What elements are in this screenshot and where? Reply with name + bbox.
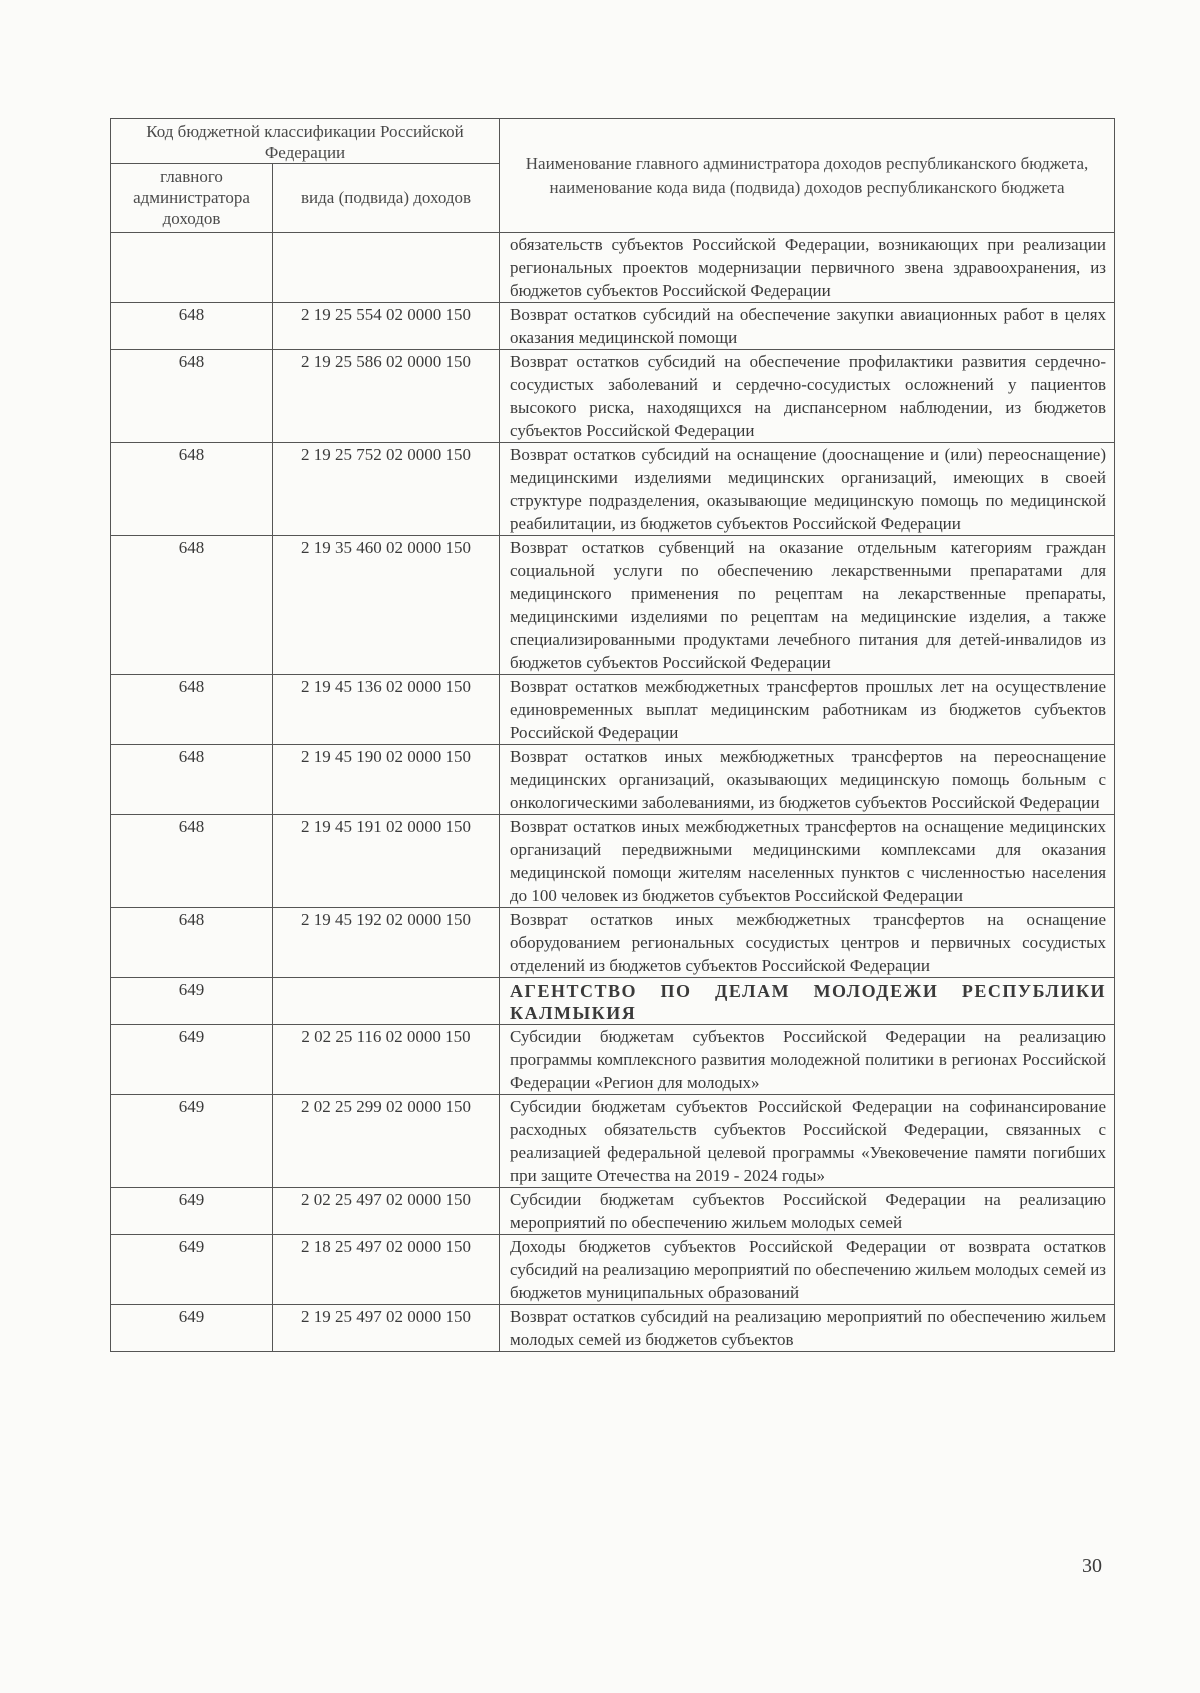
income-code-cell: 2 02 25 497 02 0000 150 bbox=[273, 1188, 500, 1235]
table-row bbox=[111, 908, 1115, 978]
table-row bbox=[111, 1095, 1115, 1188]
admin-code-cell: 648 bbox=[111, 908, 273, 978]
income-name-cell: Возврат остатков иных межбюджетных трансфертов на оснащение оборудованием региональных сосудистых центров и первичных сосудистых отделений из бюджетов субъектов Российской Федерации bbox=[500, 908, 1115, 978]
income-name-cell: Возврат остатков субсидий на обеспечение профилактики развития сердечно-сосудистых заболеваний и сердечно-сосудистых осложнений у пациентов высокого риска, находящихся на диспансерном наблюдении, из бюджетов субъектов Российской Федерации bbox=[500, 350, 1115, 443]
income-code-cell: 2 19 25 554 02 0000 150 bbox=[273, 303, 500, 350]
type-column-header: вида (подвида) доходов bbox=[273, 164, 500, 233]
name-column-header: Наименование главного администратора доходов республиканского бюджета, наименование кода вида (подвида) доходов республиканского бюджета bbox=[500, 119, 1115, 233]
admin-code-cell: 649 bbox=[111, 1235, 273, 1305]
income-code-cell bbox=[273, 978, 500, 1025]
income-code-cell bbox=[273, 233, 500, 303]
income-name-cell: Возврат остатков субсидий на реализацию мероприятий по обеспечению жильем молодых семей из бюджетов субъектов bbox=[500, 1305, 1115, 1352]
table-body bbox=[111, 233, 1115, 1352]
table-row bbox=[111, 745, 1115, 815]
kbk-group-header: Код бюджетной классификации Российской Федерации bbox=[111, 119, 500, 164]
admin-code-cell: 648 bbox=[111, 675, 273, 745]
income-name-cell: Возврат остатков субвенций на оказание отдельным категориям граждан социальной услуги по обеспечению лекарственными препаратами для медицинского применения по рецептам на лекарственные препараты, медицинскими изделиями по рецептам на медицинские изделия, а также специализированными продуктами лечебного питания для детей-инвалидов из бюджетов субъектов Российской Федерации bbox=[500, 536, 1115, 675]
table-row bbox=[111, 1188, 1115, 1235]
income-code-cell: 2 19 45 190 02 0000 150 bbox=[273, 745, 500, 815]
admin-code-cell: 649 bbox=[111, 1025, 273, 1095]
income-name-cell: Доходы бюджетов субъектов Российской Федерации от возврата остатков субсидий на реализацию мероприятий по обеспечению жильем молодых семей из бюджетов муниципальных образований bbox=[500, 1235, 1115, 1305]
budget-classification-table bbox=[110, 118, 1115, 1352]
income-name-cell: Субсидии бюджетам субъектов Российской Федерации на софинансирование расходных обязательств субъектов Российской Федерации, связанных с реализацией федеральной целевой программы «Увековечение памяти погибших при защите Отечества на 2019 - 2024 годы» bbox=[500, 1095, 1115, 1188]
table-row bbox=[111, 303, 1115, 350]
table-row bbox=[111, 675, 1115, 745]
page-number: 30 bbox=[1082, 1555, 1102, 1577]
income-name-cell: Возврат остатков субсидий на оснащение (дооснащение и (или) переоснащение) медицинскими изделиями медицинских организаций, имеющих в своей структуре подразделения, оказывающие медицинскую помощь по медицинской реабилитации, из бюджетов субъектов Российской Федерации bbox=[500, 443, 1115, 536]
header-row-group bbox=[111, 119, 1115, 164]
admin-code-cell: 648 bbox=[111, 536, 273, 675]
income-code-cell: 2 19 45 192 02 0000 150 bbox=[273, 908, 500, 978]
table-row bbox=[111, 350, 1115, 443]
income-code-cell: 2 19 35 460 02 0000 150 bbox=[273, 536, 500, 675]
income-code-cell: 2 18 25 497 02 0000 150 bbox=[273, 1235, 500, 1305]
income-code-cell: 2 02 25 299 02 0000 150 bbox=[273, 1095, 500, 1188]
income-name-cell: Возврат остатков межбюджетных трансфертов прошлых лет на осуществление единовременных выплат медицинским работникам из бюджетов субъектов Российской Федерации bbox=[500, 675, 1115, 745]
admin-code-cell: 648 bbox=[111, 350, 273, 443]
admin-code-cell: 648 bbox=[111, 815, 273, 908]
admin-code-cell: 649 bbox=[111, 1095, 273, 1188]
table-row bbox=[111, 1235, 1115, 1305]
admin-code-cell: 649 bbox=[111, 1188, 273, 1235]
income-code-cell: 2 19 25 752 02 0000 150 bbox=[273, 443, 500, 536]
table-row bbox=[111, 536, 1115, 675]
admin-code-cell: 649 bbox=[111, 978, 273, 1025]
income-code-cell: 2 19 45 136 02 0000 150 bbox=[273, 675, 500, 745]
admin-code-cell: 649 bbox=[111, 1305, 273, 1352]
admin-code-cell: 648 bbox=[111, 443, 273, 536]
income-name-cell: Субсидии бюджетам субъектов Российской Федерации на реализацию программы комплексного развития молодежной политики в регионах Российской Федерации «Регион для молодых» bbox=[500, 1025, 1115, 1095]
admin-code-cell: 648 bbox=[111, 303, 273, 350]
income-code-cell: 2 19 25 497 02 0000 150 bbox=[273, 1305, 500, 1352]
table-row bbox=[111, 233, 1115, 303]
admin-code-cell: 648 bbox=[111, 745, 273, 815]
table-row bbox=[111, 1305, 1115, 1352]
document-sheet bbox=[110, 118, 1114, 1352]
table-row bbox=[111, 443, 1115, 536]
table-row bbox=[111, 1025, 1115, 1095]
income-name-cell: Возврат остатков иных межбюджетных трансфертов на оснащение медицинских организаций передвижными медицинскими комплексами для оказания медицинской помощи жителям населенных пунктов с численностью населения до 100 человек из бюджетов субъектов Российской Федерации bbox=[500, 815, 1115, 908]
income-name-cell: обязательств субъектов Российской Федерации, возникающих при реализации региональных проектов модернизации первичного звена здравоохранения, из бюджетов субъектов Российской Федерации bbox=[500, 233, 1115, 303]
table-row bbox=[111, 815, 1115, 908]
income-name-cell: Возврат остатков субсидий на обеспечение закупки авиационных работ в целях оказания медицинской помощи bbox=[500, 303, 1115, 350]
income-code-cell: 2 19 25 586 02 0000 150 bbox=[273, 350, 500, 443]
administrator-name-cell: АГЕНТСТВО ПО ДЕЛАМ МОЛОДЕЖИ РЕСПУБЛИКИ КАЛМЫКИЯ bbox=[500, 978, 1115, 1025]
table-row bbox=[111, 978, 1115, 1025]
admin-column-header: главного администратора доходов bbox=[111, 164, 273, 233]
income-code-cell: 2 19 45 191 02 0000 150 bbox=[273, 815, 500, 908]
income-name-cell: Субсидии бюджетам субъектов Российской Федерации на реализацию мероприятий по обеспечению жильем молодых семей bbox=[500, 1188, 1115, 1235]
income-name-cell: Возврат остатков иных межбюджетных трансфертов на переоснащение медицинских организаций, оказывающих медицинскую помощь больным с онкологическими заболеваниями, из бюджетов субъектов Российской Федерации bbox=[500, 745, 1115, 815]
income-code-cell: 2 02 25 116 02 0000 150 bbox=[273, 1025, 500, 1095]
admin-code-cell bbox=[111, 233, 273, 303]
